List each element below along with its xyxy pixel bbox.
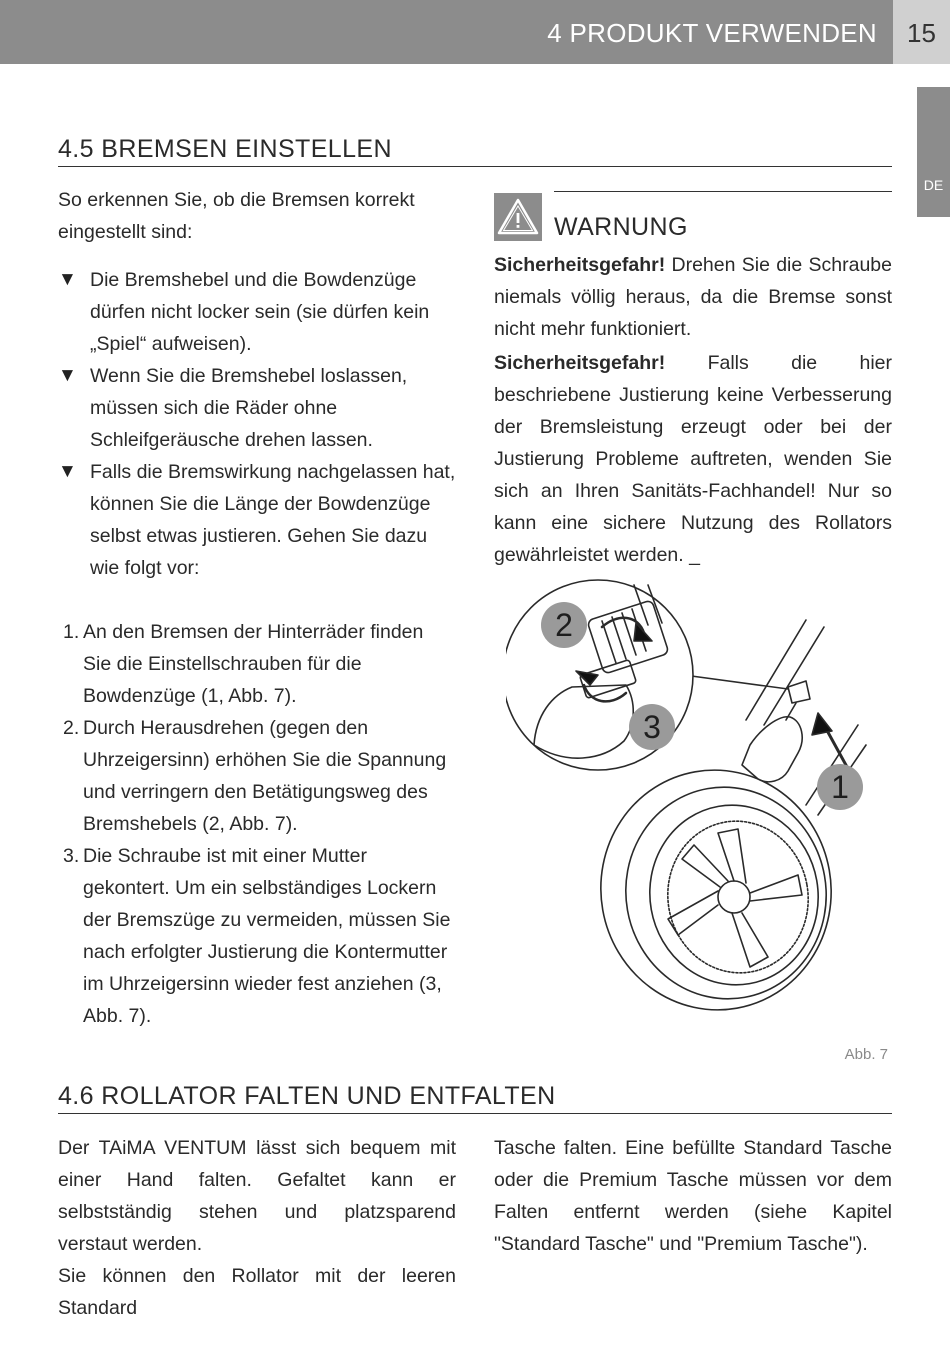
warning-paragraph [494,347,892,571]
svg-text:2: 2 [555,607,573,643]
step-number: 3. [63,845,80,867]
list-item [58,456,456,584]
step-number: 2. [63,717,80,739]
triangle-down-icon: ▼ [58,461,77,482]
step-item [58,840,456,1032]
list-item [58,360,456,456]
section-heading-4-6: 4.6 ROLLATOR FALTEN UND ENTFALTEN [58,1082,892,1114]
svg-text:3: 3 [643,709,661,745]
chapter-title: 4 PRODUKT VERWENDEN [547,18,877,48]
warning-text: Falls die hier beschriebene Justierung keine Verbesserung der Bremsleistung erzeugt oder bei der Justierung Probleme auftreten, wenden Sie sich an Ihren Sanitäts-Fachhandel! Nur so kann eine sichere Nutzung des Rollators gewährleistet werden. _ [494,352,892,566]
step-item [58,616,456,712]
warning-emphasis: Sicherheitsgefahr! [494,254,666,276]
folding-paragraph: Der TAiMA VENTUM lässt sich bequem mit einer Hand falten. Gefaltet kann er selbstständig stehen und platzsparend verstaut werden. [58,1137,456,1255]
figure-caption: Abb. 7 [844,1046,888,1063]
step-number: 1. [63,621,80,643]
step-text: Durch Herausdrehen (gegen den Uhrzeigersinn) erhöhen Sie die Spannung und verringern den Betätigungsweg des Bremshebels (2, Abb. 7). [83,717,447,835]
step-text: Die Schraube ist mit einer Mutter gekontert. Um ein selbständiges Lockern der Bremszüge zu vermeiden, müssen Sie nach erfolgter Justierung die Kontermutter im Uhrzeigersinn wieder fest anziehen (3, Abb. 7). [83,845,451,1027]
folding-right-column [494,1132,892,1260]
language-tab[interactable] [917,87,950,217]
brakes-intro: So erkennen Sie, ob die Bremsen korrekt eingestellt sind: [58,189,415,243]
folding-paragraph: Tasche falten. Eine befüllte Standard Tasche oder die Premium Tasche müssen vor dem Falten entfernt werden (siehe Kapitel "Standard Tasche" und "Premium Tasche"). [494,1137,892,1255]
brakes-check-list [58,264,456,584]
list-item-text: Die Bremshebel und die Bowdenzüge dürfen nicht locker sein (sie dürfen kein „Spiel“ aufweisen). [90,269,430,355]
triangle-down-icon: ▼ [58,365,77,386]
warning-title: WARNUNG [554,213,688,241]
folding-paragraph: Sie können den Rollator mit der leeren Standard [58,1265,456,1319]
callout-1 [817,764,863,810]
warning-body [494,249,892,571]
chapter-header-bar [0,0,893,64]
section-heading-4-5: 4.5 BREMSEN EINSTELLEN [58,135,892,167]
language-tab-label: DE [923,177,944,193]
warning-top-rule [554,191,892,192]
callout-3 [629,704,675,750]
list-item [58,264,456,360]
triangle-down-icon: ▼ [58,269,77,290]
callout-2 [541,602,587,648]
list-item-text: Wenn Sie die Bremshebel loslassen, müssen sich die Räder ohne Schleifgeräusche drehen lassen. [90,365,408,451]
step-text: An den Bremsen der Hinterräder finden Sie die Einstellschrauben für die Bowdenzüge (1, Abb. 7). [83,621,424,707]
brake-adjustment-illustration [506,575,896,1025]
warning-paragraph [494,249,892,345]
warning-text: Drehen Sie die Schraube niemals völlig heraus, da die Bremse sonst nicht mehr funktioniert. [494,254,892,340]
page-number: 15 [907,18,936,48]
page-number-box [893,0,950,64]
brakes-left-column [58,184,456,1032]
step-item [58,712,456,840]
svg-text:1: 1 [831,769,849,805]
warning-triangle-icon [494,193,542,241]
adjustment-steps [58,616,456,1032]
warning-emphasis: Sicherheitsgefahr! [494,352,666,374]
folding-left-column [58,1132,456,1324]
list-item-text: Falls die Bremswirkung nachgelassen hat, können Sie die Länge der Bowdenzüge selbst etwas justieren. Gehen Sie dazu wie folgt vor: [90,461,456,579]
